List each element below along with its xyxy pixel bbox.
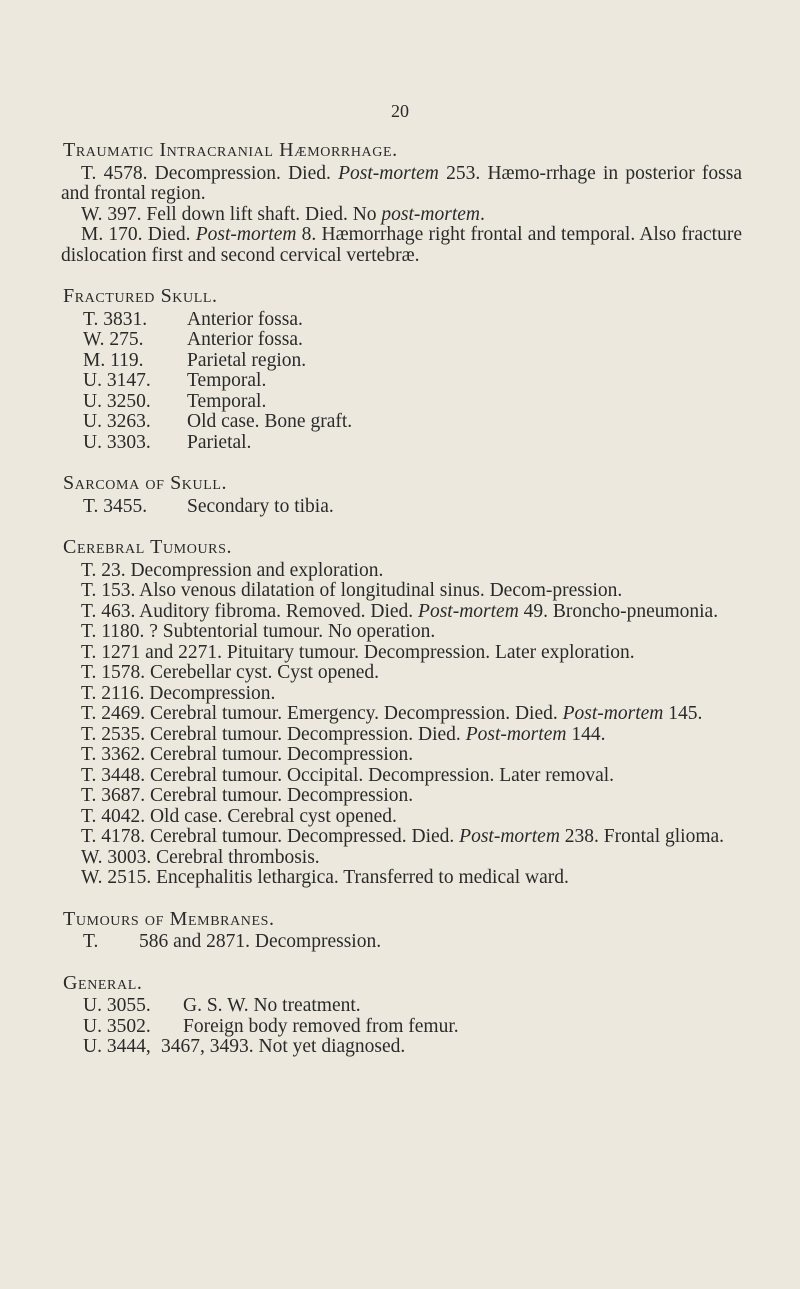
case-row bbox=[61, 371, 742, 392]
case-entry: M. 170. Died. Post-mortem 8. Hæmorrhage right frontal and temporal. Also fracture dislocation first and second cervical vertebræ. bbox=[61, 224, 742, 266]
case-desc: G. S. W. No treatment. bbox=[183, 995, 361, 1016]
case-entry: W. 2515. Encephalitis lethargica. Transferred to medical ward. bbox=[81, 867, 569, 888]
case-row bbox=[61, 330, 742, 351]
case-entry: T. 4042. Old case. Cerebral cyst opened. bbox=[81, 805, 397, 827]
case-desc: 586 and 2871. Decompression. bbox=[139, 931, 382, 952]
case-code: T. 3455. bbox=[83, 495, 148, 517]
case-row bbox=[61, 351, 742, 372]
case-code: U. 3263. bbox=[83, 411, 151, 432]
case-entry: T. 23. Decompression and exploration. bbox=[81, 559, 384, 581]
case-code: U. 3147. bbox=[83, 370, 151, 391]
case-desc: Foreign body removed from femur. bbox=[183, 1015, 459, 1037]
case-desc: Anterior fossa. bbox=[187, 308, 303, 330]
section-fractured-skull bbox=[61, 286, 742, 453]
case-code: U. 3250. bbox=[83, 390, 151, 412]
case-entry: T. 2535. Cerebral tumour. Decompression. Died. Post-mortem 144. bbox=[81, 723, 606, 745]
case-entry: T. 3687. Cerebral tumour. Decompression. bbox=[81, 785, 414, 806]
case-row bbox=[61, 433, 742, 454]
case-entry: T. 463. Auditory fibroma. Removed. Died. Post-mortem 49. Broncho-pneumonia. bbox=[81, 600, 719, 622]
section-membranes bbox=[61, 909, 742, 953]
case-code: T. 3831. bbox=[83, 308, 148, 330]
section-traumatic bbox=[61, 140, 742, 266]
section-heading: General. bbox=[63, 971, 143, 994]
section-heading: Fractured Skull. bbox=[63, 285, 218, 307]
case-code: T. bbox=[83, 931, 99, 952]
case-row bbox=[61, 1037, 742, 1058]
case-desc: Temporal. bbox=[187, 370, 267, 391]
case-desc: Anterior fossa. bbox=[187, 329, 303, 350]
case-code: U. 3303. bbox=[83, 431, 151, 453]
case-desc: Temporal. bbox=[187, 390, 267, 412]
case-desc: Old case. Bone graft. bbox=[187, 411, 353, 432]
case-desc: Secondary to tibia. bbox=[187, 495, 334, 517]
case-desc: Parietal. bbox=[187, 431, 252, 453]
case-code: U. 3444, bbox=[83, 1036, 151, 1057]
case-entry: T. 1180. ? Subtentorial tumour. No operation. bbox=[81, 621, 436, 642]
case-entry: T. 2469. Cerebral tumour. Emergency. Decompression. Died. Post-mortem 145. bbox=[81, 703, 703, 724]
section-heading: Cerebral Tumours. bbox=[63, 536, 233, 558]
case-entry: T. 1271 and 2271. Pituitary tumour. Decompression. Later exploration. bbox=[81, 641, 635, 663]
case-code: U. 3055. bbox=[83, 995, 151, 1016]
section-heading: Sarcoma of Skull. bbox=[63, 472, 228, 494]
case-desc: Parietal region. bbox=[187, 349, 307, 371]
case-entry: T. 2116. Decompression. bbox=[81, 682, 276, 704]
case-entry: T. 3448. Cerebral tumour. Occipital. Decompression. Later removal. bbox=[81, 764, 615, 786]
case-entry: T. 1578. Cerebellar cyst. Cyst opened. bbox=[81, 662, 380, 683]
section-general bbox=[61, 973, 742, 1058]
case-row bbox=[61, 497, 742, 518]
page-content bbox=[61, 140, 742, 1078]
case-entry: T. 3362. Cerebral tumour. Decompression. bbox=[81, 744, 414, 765]
case-entry: T. 153. Also venous dilatation of longitudinal sinus. Decom-pression. bbox=[81, 580, 623, 601]
case-entry: T. 4578. Decompression. Died. Post-mortem 253. Hæmo-rrhage in posterior fossa and frontal region. bbox=[61, 162, 742, 204]
case-row bbox=[61, 310, 742, 331]
case-code: U. 3502. bbox=[83, 1015, 151, 1037]
page-number: 20 bbox=[391, 101, 409, 121]
section-sarcoma bbox=[61, 473, 742, 517]
case-entry: T. 4178. Cerebral tumour. Decompressed. Died. Post-mortem 238. Frontal glioma. bbox=[81, 826, 725, 847]
section-heading: Traumatic Intracranial Hæmorrhage. bbox=[63, 139, 398, 161]
case-row bbox=[61, 996, 742, 1017]
case-code: W. 275. bbox=[83, 329, 144, 350]
section-cerebral-tumours bbox=[61, 537, 742, 889]
case-row bbox=[61, 412, 742, 433]
case-row bbox=[61, 932, 742, 953]
case-entry: W. 3003. Cerebral thrombosis. bbox=[81, 846, 320, 868]
case-entry: W. 397. Fell down lift shaft. Died. No post-mortem. bbox=[81, 203, 485, 225]
case-desc: 3467, 3493. Not yet diagnosed. bbox=[161, 1036, 406, 1057]
case-row bbox=[61, 1017, 742, 1038]
section-heading: Tumours of Membranes. bbox=[63, 907, 275, 930]
case-row bbox=[61, 392, 742, 413]
case-code: M. 119. bbox=[83, 349, 144, 371]
